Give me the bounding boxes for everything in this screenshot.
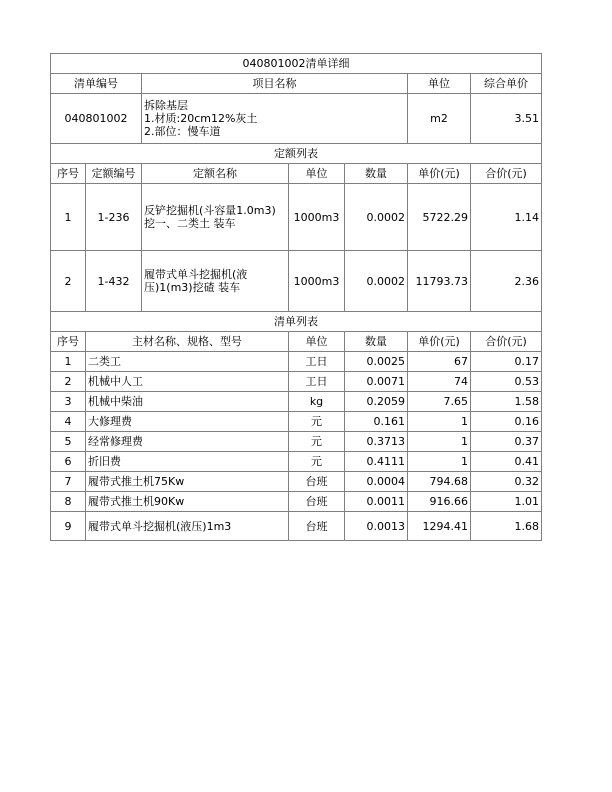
material-name: 机械中人工 xyxy=(86,372,289,392)
quota-total: 1.14 xyxy=(471,184,542,251)
material-unit-price: 916.66 xyxy=(408,492,471,512)
table-row xyxy=(51,452,542,472)
quota-header-seq: 序号 xyxy=(51,164,86,184)
material-unit: 元 xyxy=(289,412,345,432)
material-total: 1.68 xyxy=(471,512,542,541)
material-name: 履带式推土机90Kw xyxy=(86,492,289,512)
material-seq: 8 xyxy=(51,492,86,512)
material-seq: 1 xyxy=(51,352,86,372)
material-section-title-row xyxy=(51,312,542,332)
material-unit-price: 1 xyxy=(408,452,471,472)
quota-header-qty: 数量 xyxy=(345,164,408,184)
material-unit: kg xyxy=(289,392,345,412)
material-header-total: 合价(元) xyxy=(471,332,542,352)
material-qty: 0.0011 xyxy=(345,492,408,512)
material-qty: 0.0004 xyxy=(345,472,408,492)
quota-seq: 1 xyxy=(51,184,86,251)
material-qty: 0.4111 xyxy=(345,452,408,472)
material-header-unit-price: 单价(元) xyxy=(408,332,471,352)
header-bill-code: 清单编号 xyxy=(51,74,142,94)
quota-header-unit-price: 单价(元) xyxy=(408,164,471,184)
material-name: 履带式单斗挖掘机(液压)1m3 xyxy=(86,512,289,541)
material-unit-price: 794.68 xyxy=(408,472,471,492)
material-header-name: 主材名称、规格、型号 xyxy=(86,332,289,352)
quota-name: 反铲挖掘机(斗容量1.0m3) 挖一、二类土 装车 xyxy=(142,184,289,251)
material-total: 1.01 xyxy=(471,492,542,512)
item-name-line: 1.材质:20cm12%灰土 xyxy=(144,112,258,125)
material-name: 大修理费 xyxy=(86,412,289,432)
header-unit: 单位 xyxy=(408,74,471,94)
material-qty: 0.0025 xyxy=(345,352,408,372)
item-name-line: 2.部位：慢车道 xyxy=(144,125,221,138)
quota-header-unit: 单位 xyxy=(289,164,345,184)
material-unit-price: 1294.41 xyxy=(408,512,471,541)
quota-qty: 0.0002 xyxy=(345,251,408,312)
quota-name: 履带式单斗挖掘机(液压)1(m3)挖碴 装车 xyxy=(142,251,289,312)
material-unit: 台班 xyxy=(289,492,345,512)
material-total: 0.16 xyxy=(471,412,542,432)
header-item-name: 项目名称 xyxy=(142,74,408,94)
item-unit: m2 xyxy=(408,94,471,144)
header-unit-price: 综合单价 xyxy=(471,74,542,94)
quota-code: 1-432 xyxy=(86,251,142,312)
item-code: 040801002 xyxy=(51,94,142,144)
material-seq: 3 xyxy=(51,392,86,412)
material-seq: 9 xyxy=(51,512,86,541)
material-name: 经常修理费 xyxy=(86,432,289,452)
quota-header-code: 定额编号 xyxy=(86,164,142,184)
material-total: 0.53 xyxy=(471,372,542,392)
quota-unit: 1000m3 xyxy=(289,251,345,312)
bill-detail-table xyxy=(50,53,542,541)
quota-code: 1-236 xyxy=(86,184,142,251)
material-seq: 7 xyxy=(51,472,86,492)
table-row xyxy=(51,432,542,452)
material-unit: 工日 xyxy=(289,372,345,392)
quota-unit-price: 11793.73 xyxy=(408,251,471,312)
table-row xyxy=(51,492,542,512)
material-total: 0.37 xyxy=(471,432,542,452)
title-row xyxy=(51,54,542,74)
material-total: 0.17 xyxy=(471,352,542,372)
material-unit: 台班 xyxy=(289,512,345,541)
material-header-qty: 数量 xyxy=(345,332,408,352)
material-unit-price: 67 xyxy=(408,352,471,372)
material-total: 1.58 xyxy=(471,392,542,412)
material-name: 履带式推土机75Kw xyxy=(86,472,289,492)
material-header-seq: 序号 xyxy=(51,332,86,352)
table-row xyxy=(51,352,542,372)
quota-unit: 1000m3 xyxy=(289,184,345,251)
table-row xyxy=(51,184,542,251)
material-total: 0.32 xyxy=(471,472,542,492)
quota-unit-price: 5722.29 xyxy=(408,184,471,251)
material-section-title: 清单列表 xyxy=(51,312,542,332)
material-seq: 5 xyxy=(51,432,86,452)
quota-section-title-row xyxy=(51,144,542,164)
material-header-unit: 单位 xyxy=(289,332,345,352)
material-qty: 0.3713 xyxy=(345,432,408,452)
material-unit: 台班 xyxy=(289,472,345,492)
material-name: 机械中柴油 xyxy=(86,392,289,412)
quota-section-title: 定额列表 xyxy=(51,144,542,164)
bill-header-row xyxy=(51,74,542,94)
material-unit: 元 xyxy=(289,432,345,452)
quota-header-row xyxy=(51,164,542,184)
material-unit-price: 1 xyxy=(408,432,471,452)
table-row xyxy=(51,512,542,541)
quota-total: 2.36 xyxy=(471,251,542,312)
material-unit-price: 74 xyxy=(408,372,471,392)
material-unit: 工日 xyxy=(289,352,345,372)
table-row xyxy=(51,412,542,432)
material-name: 二类工 xyxy=(86,352,289,372)
quota-qty: 0.0002 xyxy=(345,184,408,251)
material-qty: 0.0013 xyxy=(345,512,408,541)
material-unit: 元 xyxy=(289,452,345,472)
material-unit-price: 7.65 xyxy=(408,392,471,412)
material-qty: 0.2059 xyxy=(345,392,408,412)
material-header-row xyxy=(51,332,542,352)
material-seq: 4 xyxy=(51,412,86,432)
quota-seq: 2 xyxy=(51,251,86,312)
table-title: 040801002清单详细 xyxy=(51,54,542,74)
table-row xyxy=(51,372,542,392)
table-row xyxy=(51,251,542,312)
quota-header-total: 合价(元) xyxy=(471,164,542,184)
bill-item-row xyxy=(51,94,542,144)
table-row xyxy=(51,392,542,412)
table-row xyxy=(51,472,542,492)
item-price: 3.51 xyxy=(471,94,542,144)
item-name-line: 拆除基层 xyxy=(144,99,188,112)
material-seq: 6 xyxy=(51,452,86,472)
item-name xyxy=(142,94,408,144)
material-unit-price: 1 xyxy=(408,412,471,432)
material-qty: 0.0071 xyxy=(345,372,408,392)
material-name: 折旧费 xyxy=(86,452,289,472)
material-seq: 2 xyxy=(51,372,86,392)
quota-header-name: 定额名称 xyxy=(142,164,289,184)
material-qty: 0.161 xyxy=(345,412,408,432)
material-total: 0.41 xyxy=(471,452,542,472)
